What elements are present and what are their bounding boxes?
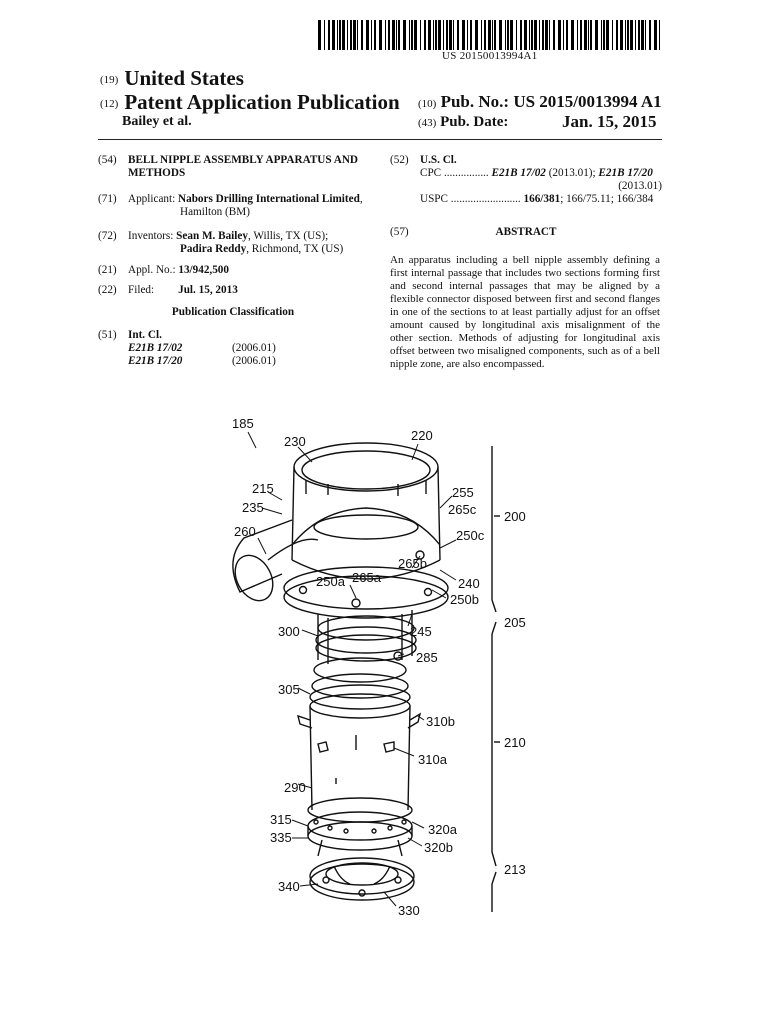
uspc-label: USPC (420, 193, 448, 205)
lower-tube (298, 658, 420, 810)
int-cl-class: E21B 17/20 (128, 355, 183, 367)
field-52-us-cl (390, 154, 662, 206)
appl-no: 13/942,500 (178, 264, 229, 276)
figure-drawing (0, 400, 768, 940)
inventor-2-location: , Richmond, TX (US) (246, 243, 344, 255)
int-cl-year: (2006.01) (232, 342, 276, 354)
reference-numeral: 320a (428, 822, 457, 837)
int-cl-row (128, 342, 388, 355)
uspc-rest: ; 166/75.11; 166/384 (560, 193, 654, 205)
field-code: (71) (98, 193, 117, 205)
filed-date: Jul. 15, 2013 (178, 284, 238, 296)
cpc-class-1-year: (2013.01); (545, 167, 599, 179)
field-code: (52) (390, 154, 409, 166)
field-code: (57) (390, 226, 409, 238)
pub-date: Jan. 15, 2015 (562, 112, 657, 131)
field-code: (54) (98, 154, 117, 166)
field-22-filed (98, 284, 388, 297)
applicant-name-suffix: , (359, 193, 363, 205)
field-57-abstract-heading (390, 226, 662, 239)
abstract-text: An apparatus including a bell nipple assembly defining a first internal passage that includes two sections forming first and second internal passages that may be aligned by a flexible connector disposed between first and second flanges in one of the sections to at least partially adjust for an offset amount caused by longitudinal axis misalignment of the other section. Methods of adjusting for longitudinal axis offset between two misaligned components, such as of a bell nipple zone, are also encompassed. (390, 254, 660, 370)
inventor-2-name: Padira Reddy (180, 243, 247, 255)
field-code: (22) (98, 284, 117, 296)
uspc-line (420, 193, 662, 206)
reference-numeral: 310b (426, 714, 455, 729)
barcode-number: US 20150013994A1 (442, 50, 538, 62)
title-line-2: METHODS (128, 167, 186, 179)
field-code: (21) (98, 264, 117, 276)
reference-numeral: 260 (234, 524, 256, 539)
us-cl-label: U.S. Cl. (420, 154, 457, 166)
pub-date-code: (43) (418, 117, 437, 129)
base-plate (310, 858, 414, 900)
int-cl-label: Int. Cl. (128, 329, 162, 341)
reference-numeral: 250c (456, 528, 485, 543)
reference-numeral: 315 (270, 812, 292, 827)
pub-date-line (418, 114, 508, 131)
reference-numeral: 230 (284, 434, 306, 449)
field-code: (51) (98, 329, 117, 341)
section-bracket (492, 446, 500, 912)
reference-numeral: 265b (398, 556, 427, 571)
inventors-short: Bailey et al. (122, 114, 192, 129)
reference-numeral: 205 (504, 615, 526, 630)
reference-numeral: 305 (278, 682, 300, 697)
cpc-dots: ................ (443, 167, 489, 179)
applicant-name: Nabors Drilling International Limited (178, 193, 360, 205)
reference-numeral: 255 (452, 485, 474, 500)
cpc-class-2: E21B 17/20 (598, 167, 653, 179)
field-54-title (98, 154, 388, 180)
reference-numeral: 185 (232, 416, 254, 431)
reference-numeral: 235 (242, 500, 264, 515)
barcode (318, 20, 662, 50)
reference-numeral: 215 (252, 481, 274, 496)
header-rule (98, 139, 662, 140)
cpc-label: CPC (420, 167, 442, 179)
reference-numeral: 200 (504, 509, 526, 524)
applicant-location: Hamilton (BM) (180, 206, 250, 218)
field-72-inventors (98, 230, 388, 256)
reference-numeral: 340 (278, 879, 300, 894)
filed-label: Filed: (128, 284, 155, 296)
pub-class-heading: Publication Classification (171, 306, 295, 318)
field-21-appl-no (98, 264, 388, 277)
reference-numeral: 335 (270, 830, 292, 845)
cpc-class-1: E21B 17/02 (491, 167, 546, 179)
reference-numeral: 240 (458, 576, 480, 591)
doc-type: Patent Application Publication (124, 90, 400, 114)
reference-numeral: 210 (504, 735, 526, 750)
int-cl-class: E21B 17/02 (128, 342, 183, 354)
reference-numeral: 330 (398, 903, 420, 918)
cpc-line (420, 167, 662, 180)
reference-numeral: 245 (410, 624, 432, 639)
country-line (100, 66, 244, 91)
appl-no-label: Appl. No.: (128, 264, 176, 276)
reference-numeral: 320b (424, 840, 453, 855)
abstract-heading: ABSTRACT (495, 226, 557, 238)
country: United States (124, 66, 244, 90)
pub-no-label: Pub. No.: (440, 92, 510, 111)
doc-type-code: (12) (100, 98, 119, 110)
uspc-dots: ......................... (450, 193, 521, 205)
field-71-applicant (98, 193, 388, 219)
reference-numeral: 213 (504, 862, 526, 877)
inventor-1-location: , Willis, TX (US); (247, 230, 329, 242)
doc-type-line (100, 90, 400, 115)
reference-numeral: 300 (278, 624, 300, 639)
int-cl-year: (2006.01) (232, 355, 276, 367)
title-line-1: BELL NIPPLE ASSEMBLY APPARATUS AND (128, 154, 359, 166)
reference-numeral: 310a (418, 752, 447, 767)
bottom-flange (308, 798, 412, 856)
pub-no: US 2015/0013994 A1 (513, 92, 662, 111)
country-code: (19) (100, 74, 119, 86)
uspc-main: 166/381 (523, 193, 561, 205)
inventor-1-name: Sean M. Bailey (176, 230, 248, 242)
reference-numeral: 265a (352, 570, 381, 585)
reference-numeral: 250a (316, 574, 345, 589)
int-cl-row (128, 355, 388, 368)
inventors-label: Inventors: (128, 230, 174, 242)
cpc-class-2-year: (2013.01) (618, 180, 662, 192)
field-code: (72) (98, 230, 117, 242)
field-51-int-cl (98, 329, 388, 368)
reference-numeral: 220 (411, 428, 433, 443)
pub-no-code: (10) (418, 98, 437, 110)
pub-no-line (418, 92, 662, 112)
reference-numeral: 290 (284, 780, 306, 795)
reference-numeral: 250b (450, 592, 479, 607)
applicant-label: Applicant: (128, 193, 176, 205)
reference-numeral: 265c (448, 502, 477, 517)
pub-date-label: Pub. Date: (440, 114, 509, 130)
reference-numeral: 285 (416, 650, 438, 665)
